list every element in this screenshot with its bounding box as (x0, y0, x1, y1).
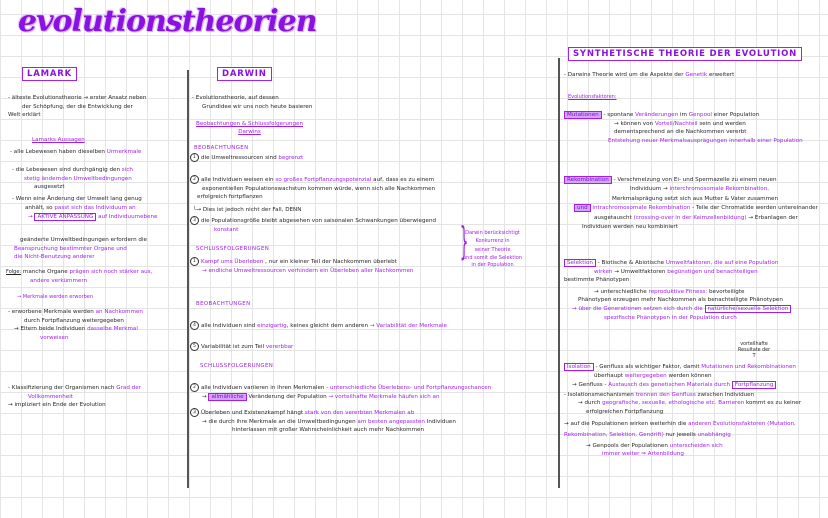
text-line: der Schöpfung, der die Entwicklung der (22, 103, 133, 110)
highlight: unterscheiden sich (669, 442, 723, 449)
highlight: → endliche Umweltressourcen verhindern ein Überleben aller Nachkommen (202, 267, 414, 274)
text: → Umweltfaktoren (612, 268, 668, 275)
highlight: prägen sich noch stärker aus, (69, 269, 153, 275)
recombination-label: Rekombination (564, 176, 612, 184)
text: → auf die Populationen wirken weiterhin die (564, 420, 689, 427)
text: - Darwins Theorie wird um die Aspekte der (564, 72, 686, 78)
text: - die Lebewesen sind durchgängig den (12, 167, 122, 173)
text: geänderte Umweltbedingungen erfordern die (20, 237, 147, 243)
highlight: stetig ändernden Umweltbedingungen (24, 175, 132, 182)
highlight: → Variabilität der Merkmale (369, 323, 447, 329)
text: sein und werden (697, 120, 746, 127)
text-line: Welt erklärt (8, 112, 41, 119)
text: → Erbanlagen der (746, 215, 798, 222)
number-badge: 3 (190, 408, 199, 417)
text: durch Fortpflanzung weitergegeben (24, 317, 124, 324)
text: Beobachtungen & Schlussfolgerungen (196, 121, 304, 127)
text: , keines gleicht dem anderen (286, 323, 370, 329)
lamarck-point-3 (12, 195, 158, 222)
lamarck-intro (8, 94, 146, 120)
text: - Wenn eine Änderung der Umwelt lang genug (12, 196, 142, 202)
darwin-caption-conclusions-1: SCHLUSSFOLGERUNGEN (196, 246, 270, 252)
highlight: auf Individuumebene (96, 214, 158, 221)
text: → impliziert ein Ende der Evolution (8, 402, 106, 409)
text: nur jeweils (663, 432, 698, 439)
highlight: trennen den Genfluss (635, 391, 696, 398)
lamarck-point-1 (10, 148, 141, 157)
text: Darwins (238, 129, 261, 135)
darwin-conclusion-1 (190, 257, 413, 275)
text: → durch (578, 400, 603, 407)
text: anhält, so (25, 204, 55, 211)
text: → Genpools der Populationen (586, 442, 670, 449)
text: kommt es zu keiner (744, 400, 802, 407)
highlight: wirken (594, 268, 613, 275)
isolation-label: Isolation (564, 363, 594, 371)
lamarck-point-7 (8, 308, 143, 342)
text: auf, dass es zu einem (371, 177, 435, 183)
text: Merkmalsprägung setzt sich aus Mutter & Vater zusammen (612, 196, 779, 203)
lamarck-point-4 (14, 236, 147, 262)
highlight: immer weiter ⇒ Artenbildung (602, 451, 684, 458)
darwin-caption-observations-2: BEOBACHTUNGEN (196, 301, 251, 307)
darwin-observation-5 (190, 342, 293, 352)
highlight: geografische, sexuelle, ethologische etc. Barrieren (602, 400, 745, 407)
darwin-caption-observations-1: BEOBACHTUNGEN (194, 145, 249, 151)
text: - Biotische & Abiotische (595, 260, 666, 266)
column-divider-right (558, 58, 560, 488)
highlight: Grad der (116, 385, 141, 391)
text: die Umweltressourcen sind (201, 155, 279, 161)
text: im (678, 112, 689, 118)
synth-intro (564, 71, 734, 80)
text: - erworbene Merkmale werden (8, 309, 96, 315)
highlight-box: AKTIVE ANPASSUNG (34, 213, 96, 221)
highlight-box: allmähliche (208, 393, 246, 401)
highlight: Umweltfaktoren, die auf eine Population (665, 260, 779, 266)
highlight: am besten angepassten (357, 418, 425, 425)
text: T (752, 354, 756, 359)
highlight: konstant (214, 226, 239, 233)
highlight: Entstehung neuer Merkmalsausprägungen innerhalb einer Population (608, 137, 803, 144)
darwin-observation-4 (190, 321, 447, 331)
highlight-box: natürliche/sexuelle Selektion (705, 305, 792, 313)
darwin-conclusion-2 (190, 383, 491, 401)
text: vorteilhafte (740, 342, 768, 347)
lamarck-point-8 (8, 384, 141, 410)
highlight: passt sich das Individuum an (54, 204, 136, 211)
text: - alle Lebewesen haben dieselben (10, 149, 107, 155)
highlight: reproduktive Fitness: (648, 288, 708, 295)
page-title: evolutionstheorien (18, 4, 317, 39)
highlight: - unterschiedliche Überlebens- und Fortpflanzungschancen (326, 385, 492, 391)
arrow-icon: → (28, 214, 35, 221)
highlight: begünstigen und benachteiligen (667, 268, 758, 275)
text: Individuen werden neu kombiniert (582, 223, 678, 230)
highlight: Genetik (685, 72, 708, 78)
text: - Klassifizierung der Organismen nach (8, 385, 117, 391)
text: Überleben und Existenzkampf hängt (201, 410, 305, 416)
highlight: dasselbe Merkmal (87, 326, 138, 333)
text: , nur ein kleiner Teil der Nachkommen überlebt (263, 259, 397, 265)
highlight: sich (121, 167, 133, 173)
text: Individuum → (630, 185, 670, 192)
lamarck-point-6: → Merkmale werden erworben (17, 294, 94, 300)
synth-selection (564, 259, 791, 322)
column-divider-left (187, 70, 189, 488)
number-badge: 2 (190, 175, 199, 184)
text: → Genfluss - (572, 382, 609, 389)
text: Veränderung der Population (246, 393, 329, 400)
text-line: seiner Theorie (474, 247, 511, 253)
folge-label: Folge: (6, 269, 22, 275)
highlight: die Nicht-Benutzung anderer (14, 254, 95, 261)
synth-mutation (564, 111, 803, 145)
text: Variabilität ist zum Teil (201, 344, 266, 350)
mutation-label: Mutationen (564, 111, 602, 119)
highlight: Vollkommenheit (28, 393, 74, 400)
highlight: vorweisen (40, 334, 69, 341)
number-badge: 5 (190, 342, 199, 351)
text: dementsprechend an die Nachkommen vererbt (614, 129, 747, 136)
highlight: an Nachkommen (95, 309, 143, 315)
highlight: spezifische Phänotypen in der Population durch (604, 314, 737, 321)
text: Individuen (424, 418, 456, 425)
text-line: Grundidee wir uns noch heute basieren (202, 103, 313, 110)
text: - Teile der Chromatide werden untereinander (690, 204, 818, 211)
arrow-icon: → (202, 393, 209, 400)
darwin-subheading (196, 120, 303, 136)
darwin-observation-2 (190, 175, 435, 214)
highlight: begrenzt (278, 155, 304, 161)
highlight: Mutationen und Rekombinationen (701, 364, 796, 370)
text: → Eltern beide Individuen (14, 326, 88, 333)
text: → die durch ihre Merkmale an die Umweltbedingungen (202, 418, 358, 425)
number-badge: 1 (190, 257, 199, 266)
highlight: Vorteil/Nachteil (654, 120, 698, 127)
text: - spontane (601, 112, 636, 118)
text: - Isolationsmechanismen (564, 391, 636, 398)
number-badge: 2 (190, 383, 199, 392)
text-line: Konkurrenz in (475, 237, 510, 244)
highlight: weitergegeben (624, 372, 667, 379)
darwin-intro (192, 94, 312, 111)
text: manche Organe (21, 269, 70, 275)
highlight: unabhängig (697, 432, 731, 439)
darwin-side-note (463, 230, 522, 270)
darwin-heading: DARWIN (217, 67, 272, 81)
highlight: → vorteilhafte Merkmale häufen sich an (328, 393, 440, 400)
text: bestimmte Phänotypen (564, 277, 630, 284)
und-label: und (574, 204, 591, 212)
lamarck-heading: LAMARK (22, 67, 77, 81)
number-badge: 4 (190, 321, 199, 330)
synth-heading: SYNTHETISCHE THEORIE DER EVOLUTION (568, 47, 802, 61)
text: ausgetauscht (594, 215, 634, 222)
synth-isolation-note (738, 342, 770, 360)
text-line: in der Population (471, 262, 514, 268)
text: erweitert (707, 72, 735, 78)
highlight: (crossing-over in der Keimzellenbildung) (633, 215, 747, 222)
highlight: andere verkümmern (30, 277, 88, 284)
synth-recombination (564, 176, 818, 232)
highlight: so großes Fortpflanzungspotenzial (275, 177, 372, 183)
text-line: - älteste Evolutionstheorie → erster Ansatz neben (8, 95, 147, 101)
text-line: Darwin berücksichtigt (465, 230, 520, 236)
darwin-caption-conclusions-2: SCHLUSSFOLGERUNGEN (200, 363, 274, 369)
text: erfolgreichen Fortpflanzung (586, 408, 664, 415)
highlight: Genpool (688, 112, 712, 118)
text: → unterschiedliche (594, 288, 649, 295)
highlight: intrachromosomale Rekombination (590, 204, 691, 211)
highlight: interchromosomale Rekombination, (669, 185, 770, 192)
highlight: Veränderungen (635, 112, 679, 118)
text: bevorteiligte (707, 288, 745, 295)
selection-label: Selektion (564, 259, 596, 267)
text: einer Population (711, 112, 760, 118)
highlight: → über die Generationen setzen sich durch die (572, 305, 705, 312)
synth-subheading: Evolutionsfaktoren: (568, 94, 617, 100)
highlight: anderen Evolutionsfaktoren (Mutation, (688, 420, 796, 427)
text: werden können (666, 372, 712, 379)
text: exponentiellen Populationswachstum kommen würde, wenn sich alle Nachkommen (202, 185, 436, 192)
darwin-observation-1 (190, 153, 303, 163)
number-badge: 3 (190, 216, 199, 225)
highlight: Rekombination, Selektion, Gendrift) (564, 432, 664, 439)
highlight: Beanspruchung bestimmter Organe und (14, 245, 127, 252)
text: - Verschmelzung von Ei- und Spermazelle zu einem neuen (611, 177, 777, 183)
number-badge: 1 (190, 153, 199, 162)
lamarck-subheading: Lamarks Aussagen (32, 137, 85, 143)
highlight-box: Fortpflanzung (732, 381, 777, 389)
highlight: Austausch des genetischen Materials durch (608, 382, 732, 389)
text: alle Individuen sind (201, 323, 258, 329)
text: die Populationsgröße bleibt abgesehen von saisonalen Schwankungen überwiegend (201, 218, 437, 224)
synth-isolation (564, 363, 801, 459)
highlight: Kampf ums Überleben (201, 259, 264, 265)
darwin-observation-3 (190, 216, 436, 234)
darwin-conclusion-3 (190, 408, 456, 435)
text: erfolgreich fortpflanzen (197, 194, 263, 201)
text: └→ Dies ist jedoch nicht der Fall, DENN (193, 206, 302, 213)
text: hinterlassen mit großer Wahrscheinlichkeit auch mehr Nachkommen (232, 427, 425, 434)
highlight: vererbbar (265, 344, 294, 350)
lamarck-point-5 (6, 268, 152, 285)
highlight: Urmerkmale (106, 149, 142, 155)
text: ausgesetzt (34, 184, 65, 191)
text: alle Individuen weisen ein (201, 177, 276, 183)
text: → können von (614, 120, 655, 127)
text: Phänotypen erzeugen mehr Nachkommen als benachteiligte Phänotypen (578, 297, 783, 304)
text: Resultate der (738, 348, 771, 353)
text: überhaupt (594, 372, 625, 379)
highlight: stark von den vererbten Merkmalen ab (304, 410, 415, 416)
text: - Genfluss als wichtiger Faktor, damit (593, 364, 702, 370)
lamarck-point-2 (12, 166, 133, 192)
curly-brace-icon: } (459, 219, 469, 263)
text-line: - Evolutionstheorie, auf dessen (192, 95, 279, 101)
text-line: und somit die Selektion (463, 254, 522, 261)
text: zwischen Individuen (695, 391, 755, 398)
text: alle Individuen variieren in ihren Merkmalen (201, 385, 327, 391)
highlight: einzigartig (257, 323, 287, 329)
